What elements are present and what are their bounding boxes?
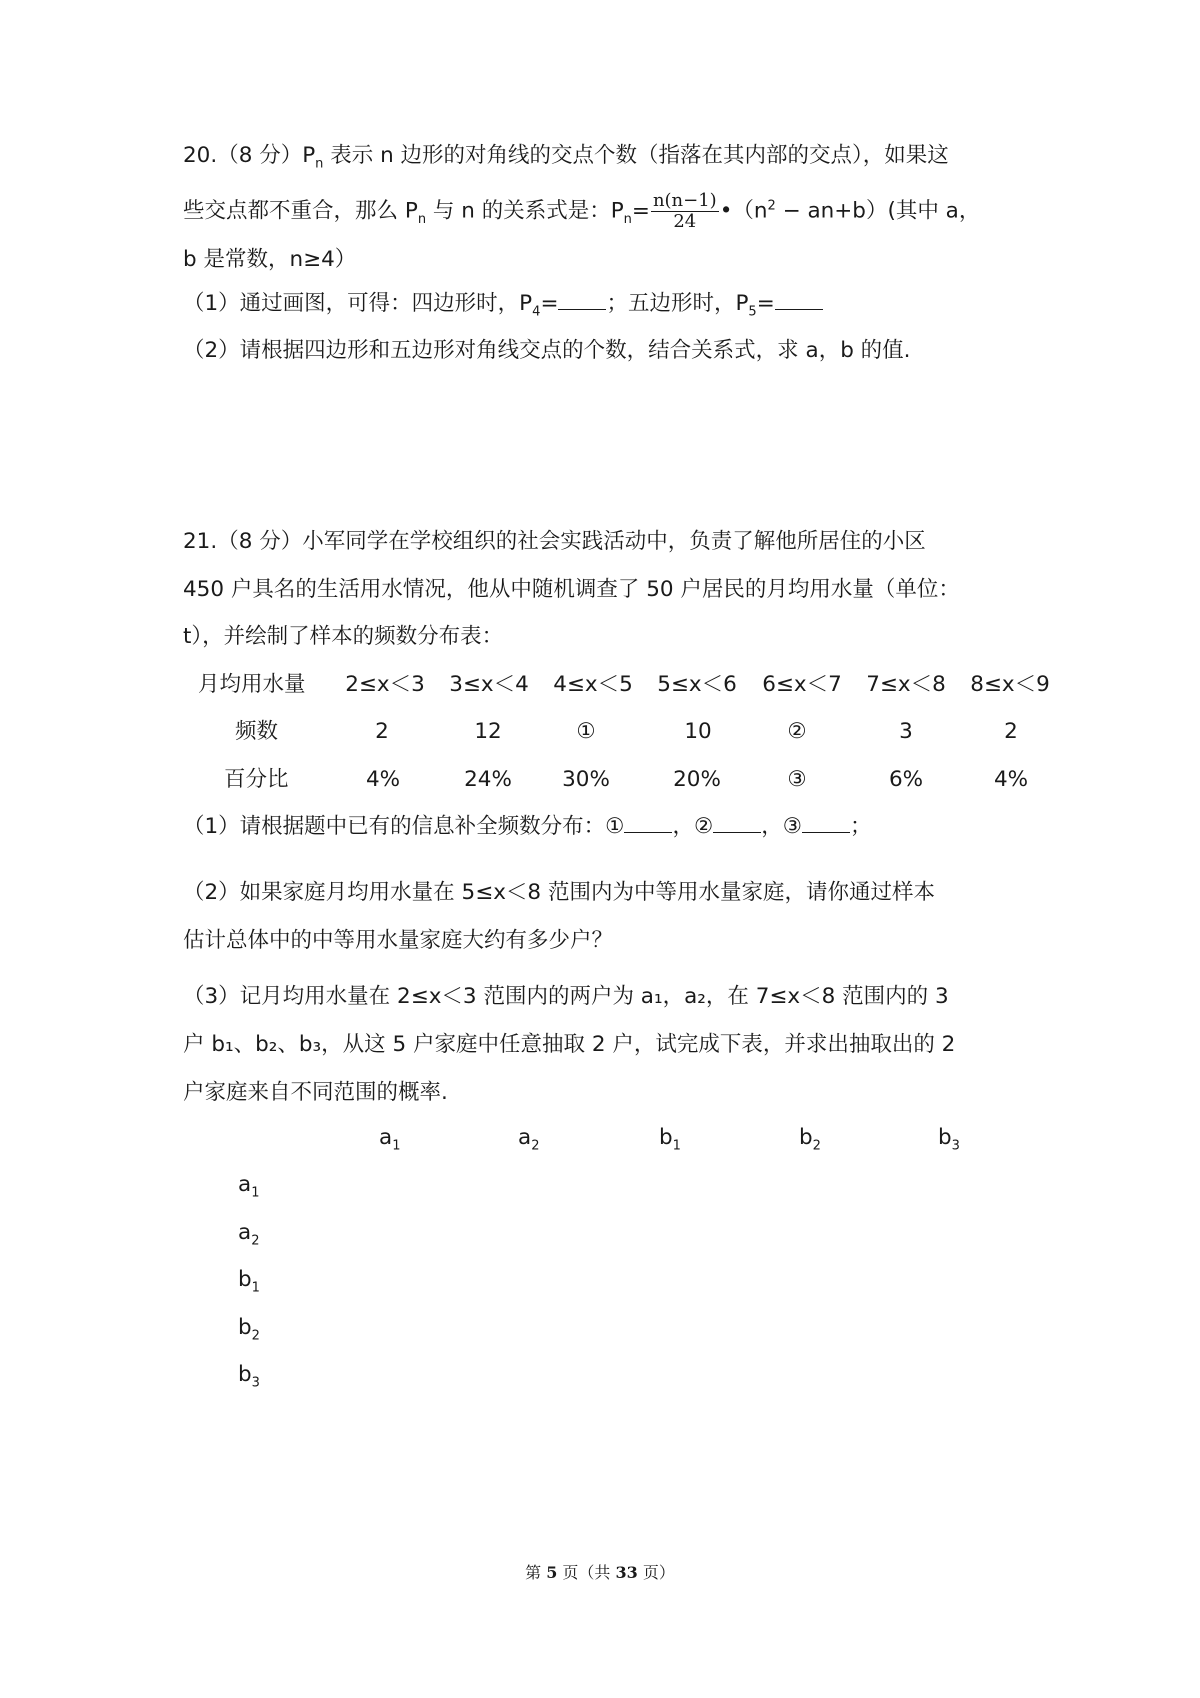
row-header: $a_2$	[238, 1220, 260, 1249]
q21-part-2-line-1: （2）如果家庭月均用水量在 5≤x＜8 范围内为中等用水量家庭，请你通过样本	[183, 880, 935, 905]
q20-line-3: b 是常数，n≥4）	[183, 247, 357, 272]
freq-cell: ①	[576, 719, 596, 744]
range-cell: 4≤x＜5	[553, 672, 633, 697]
col-header: $b_3$	[938, 1125, 960, 1154]
row-header: $b_3$	[238, 1362, 260, 1391]
answer-blank	[802, 812, 850, 833]
row-label-water-usage: 月均用水量	[198, 672, 306, 697]
range-cell: 5≤x＜6	[657, 672, 737, 697]
row-header: $b_2$	[238, 1315, 260, 1344]
q21-part-3-line-2: 户 b₁、b₂、b₃，从这 5 户家庭中任意抽取 2 户，试完成下表，并求出抽取出的 2	[183, 1032, 956, 1057]
q20-part-2: （2）请根据四边形和五边形对角线交点的个数，结合关系式，求 a，b 的值.	[183, 338, 911, 363]
q21-line-1: 21.（8 分）小军同学在学校组织的社会实践活动中，负责了解他所居住的小区	[183, 529, 926, 554]
range-cell: 8≤x＜9	[970, 672, 1050, 697]
freq-cell: 2	[375, 719, 389, 744]
pct-cell: 24%	[464, 767, 512, 792]
q21-part-1: （1）请根据题中已有的信息补全频数分布：① ，② ，③ ；	[183, 814, 872, 839]
answer-blank	[624, 812, 672, 833]
page-footer: 第 5 页（共 33 页）	[525, 1563, 675, 1582]
q21-part-3-line-1: （3）记月均用水量在 2≤x＜3 范围内的两户为 a₁，a₂，在 7≤x＜8 范围内的 3	[183, 984, 949, 1009]
col-header: $a_1$	[379, 1125, 401, 1154]
range-cell: 7≤x＜8	[866, 672, 946, 697]
q21-line-3: t），并绘制了样本的频数分布表：	[183, 624, 504, 649]
pct-cell: 4%	[993, 767, 1029, 792]
row-label-frequency: 频数	[235, 719, 279, 744]
range-cell: 6≤x＜7	[762, 672, 842, 697]
col-header: $b_2$	[799, 1125, 821, 1154]
freq-cell: 3	[899, 719, 913, 744]
q21-part-3-line-3: 户家庭来自不同范围的概率.	[183, 1080, 448, 1105]
answer-blank	[713, 812, 761, 833]
pct-cell: 20%	[673, 767, 721, 792]
row-label-percentage: 百分比	[224, 767, 289, 792]
freq-cell: 2	[1004, 719, 1018, 744]
q21-line-2: 450 户具名的生活用水情况，他从中随机调查了 50 户居民的月均用水量（单位：	[183, 577, 960, 602]
answer-blank	[558, 289, 606, 310]
pct-cell: 30%	[562, 767, 610, 792]
range-cell: 2≤x＜3	[345, 672, 425, 697]
freq-cell: ②	[787, 719, 807, 744]
row-header: $b_1$	[238, 1267, 260, 1296]
row-header: $a_1$	[238, 1172, 260, 1201]
pct-cell: 4%	[365, 767, 401, 792]
formula-fraction: $\frac{n(n-1)}{24}$	[652, 190, 717, 232]
q21-part-2-line-2: 估计总体中的中等用水量家庭大约有多少户？	[183, 928, 614, 953]
freq-cell: 12	[474, 719, 502, 744]
q20-line-1: 20.（8 分）$P_n$ 表示 n 边形的对角线的交点个数（指落在其内部的交点），如果这	[183, 143, 949, 172]
freq-cell: 10	[684, 719, 712, 744]
col-header: $b_1$	[659, 1125, 681, 1154]
pct-cell: ③	[787, 767, 807, 792]
range-cell: 3≤x＜4	[449, 672, 529, 697]
col-header: $a_2$	[518, 1125, 540, 1154]
answer-blank	[775, 289, 823, 310]
pct-cell: 6%	[888, 767, 924, 792]
q20-part-1: （1）通过画图，可得：四边形时，$P_4=$ ；五边形时，$P_5=$	[183, 289, 823, 319]
q20-line-2: 些交点都不重合，那么 $P_n$ 与 n 的关系式是：$P_n=$ $\frac{n(n-1)}{24}$ $•(n^2 - an+b)$(其中 a，	[183, 190, 981, 232]
